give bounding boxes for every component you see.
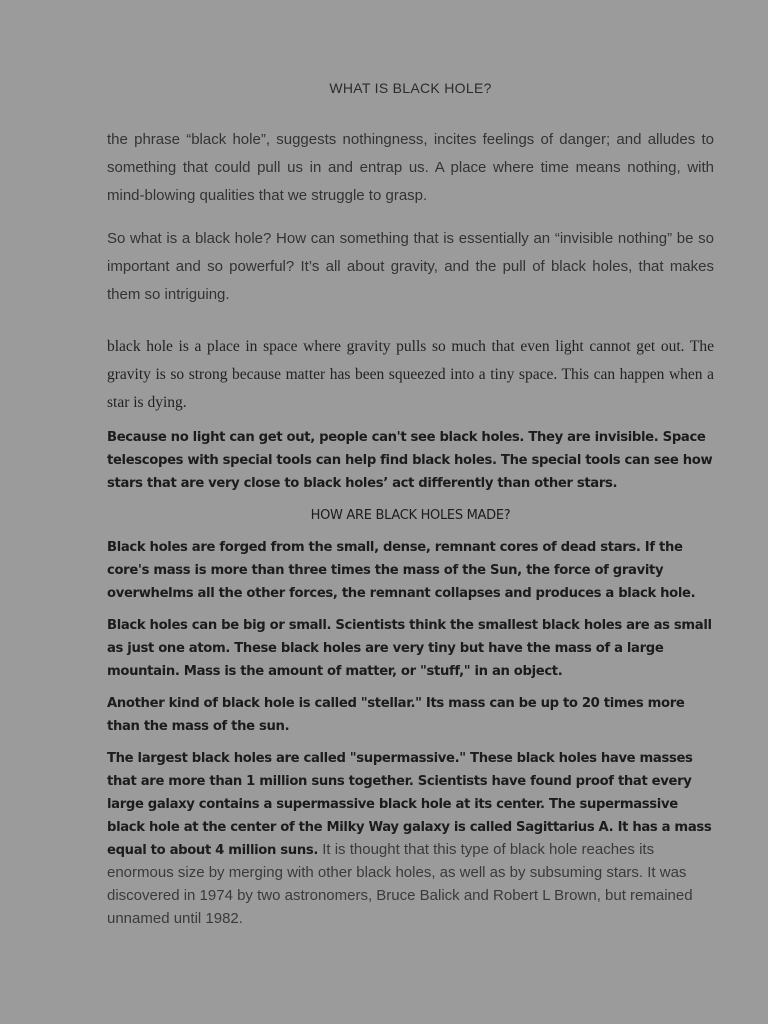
forged-paragraph: Black holes are forged from the small, dense, remnant cores of dead stars. If the core's mass is more than three times the mass of the Sun, the force of gravity overwhelms all the other forces, the remnant collapses and produces a black hole.: [107, 540, 696, 601]
page-title: WHAT IS BLACK HOLE?: [329, 80, 492, 96]
invisible-paragraph: Because no light can get out, people can't see black holes. They are invisible. Space telescopes with special tools can help find black holes. The special tools can see how stars that are very close to black holes’ act differently than other stars.: [107, 430, 713, 491]
section-heading: HOW ARE BLACK HOLES MADE?: [310, 508, 511, 523]
question-paragraph: So what is a black hole? How can something that is essentially an “invisible nothing” be so important and so powerful? It’s all about gravity, and the pull of black holes, that makes them so intriguing.: [107, 230, 714, 303]
definition-paragraph: black hole is a place in space where gravity pulls so much that even light cannot get out. The gravity is so strong because matter has been squeezed into a tiny space. This can happen when a star is dying.: [107, 338, 714, 411]
supermassive-bold-text: The largest black holes are called "supermassive." These black holes have masses that are more than 1 million suns together. Scientists have found proof that every large galaxy contains a supermassive black hole at its center. The supermassive black hole at the center of the Milky Way galaxy is called Sagittarius A. It has a mass equal to about 4 million suns.: [107, 751, 712, 858]
size-paragraph: Black holes can be big or small. Scientists think the smallest black holes are as small as just one atom. These black holes are very tiny but have the mass of a large mountain. Mass is the amount of matter, or "stuff," in an object.: [107, 618, 712, 679]
supermassive-paragraph: [107, 747, 714, 931]
stellar-paragraph: Another kind of black hole is called "stellar." Its mass can be up to 20 times more than the mass of the sun.: [107, 696, 685, 734]
intro-paragraph: the phrase “black hole”, suggests nothingness, incites feelings of danger; and alludes to something that could pull us in and entrap us. A place where time means nothing, with mind-blowing qualities that we struggle to grasp.: [107, 131, 714, 204]
supermassive-tail-text: It is thought that this type of black hole reaches its enormous size by merging with other black holes, as well as by subsuming stars. It was discovered in 1974 by two astronomers, Bruce Balick and Robert L Brown, but remained unnamed until 1982.: [107, 841, 693, 927]
document-page: [107, 80, 714, 940]
